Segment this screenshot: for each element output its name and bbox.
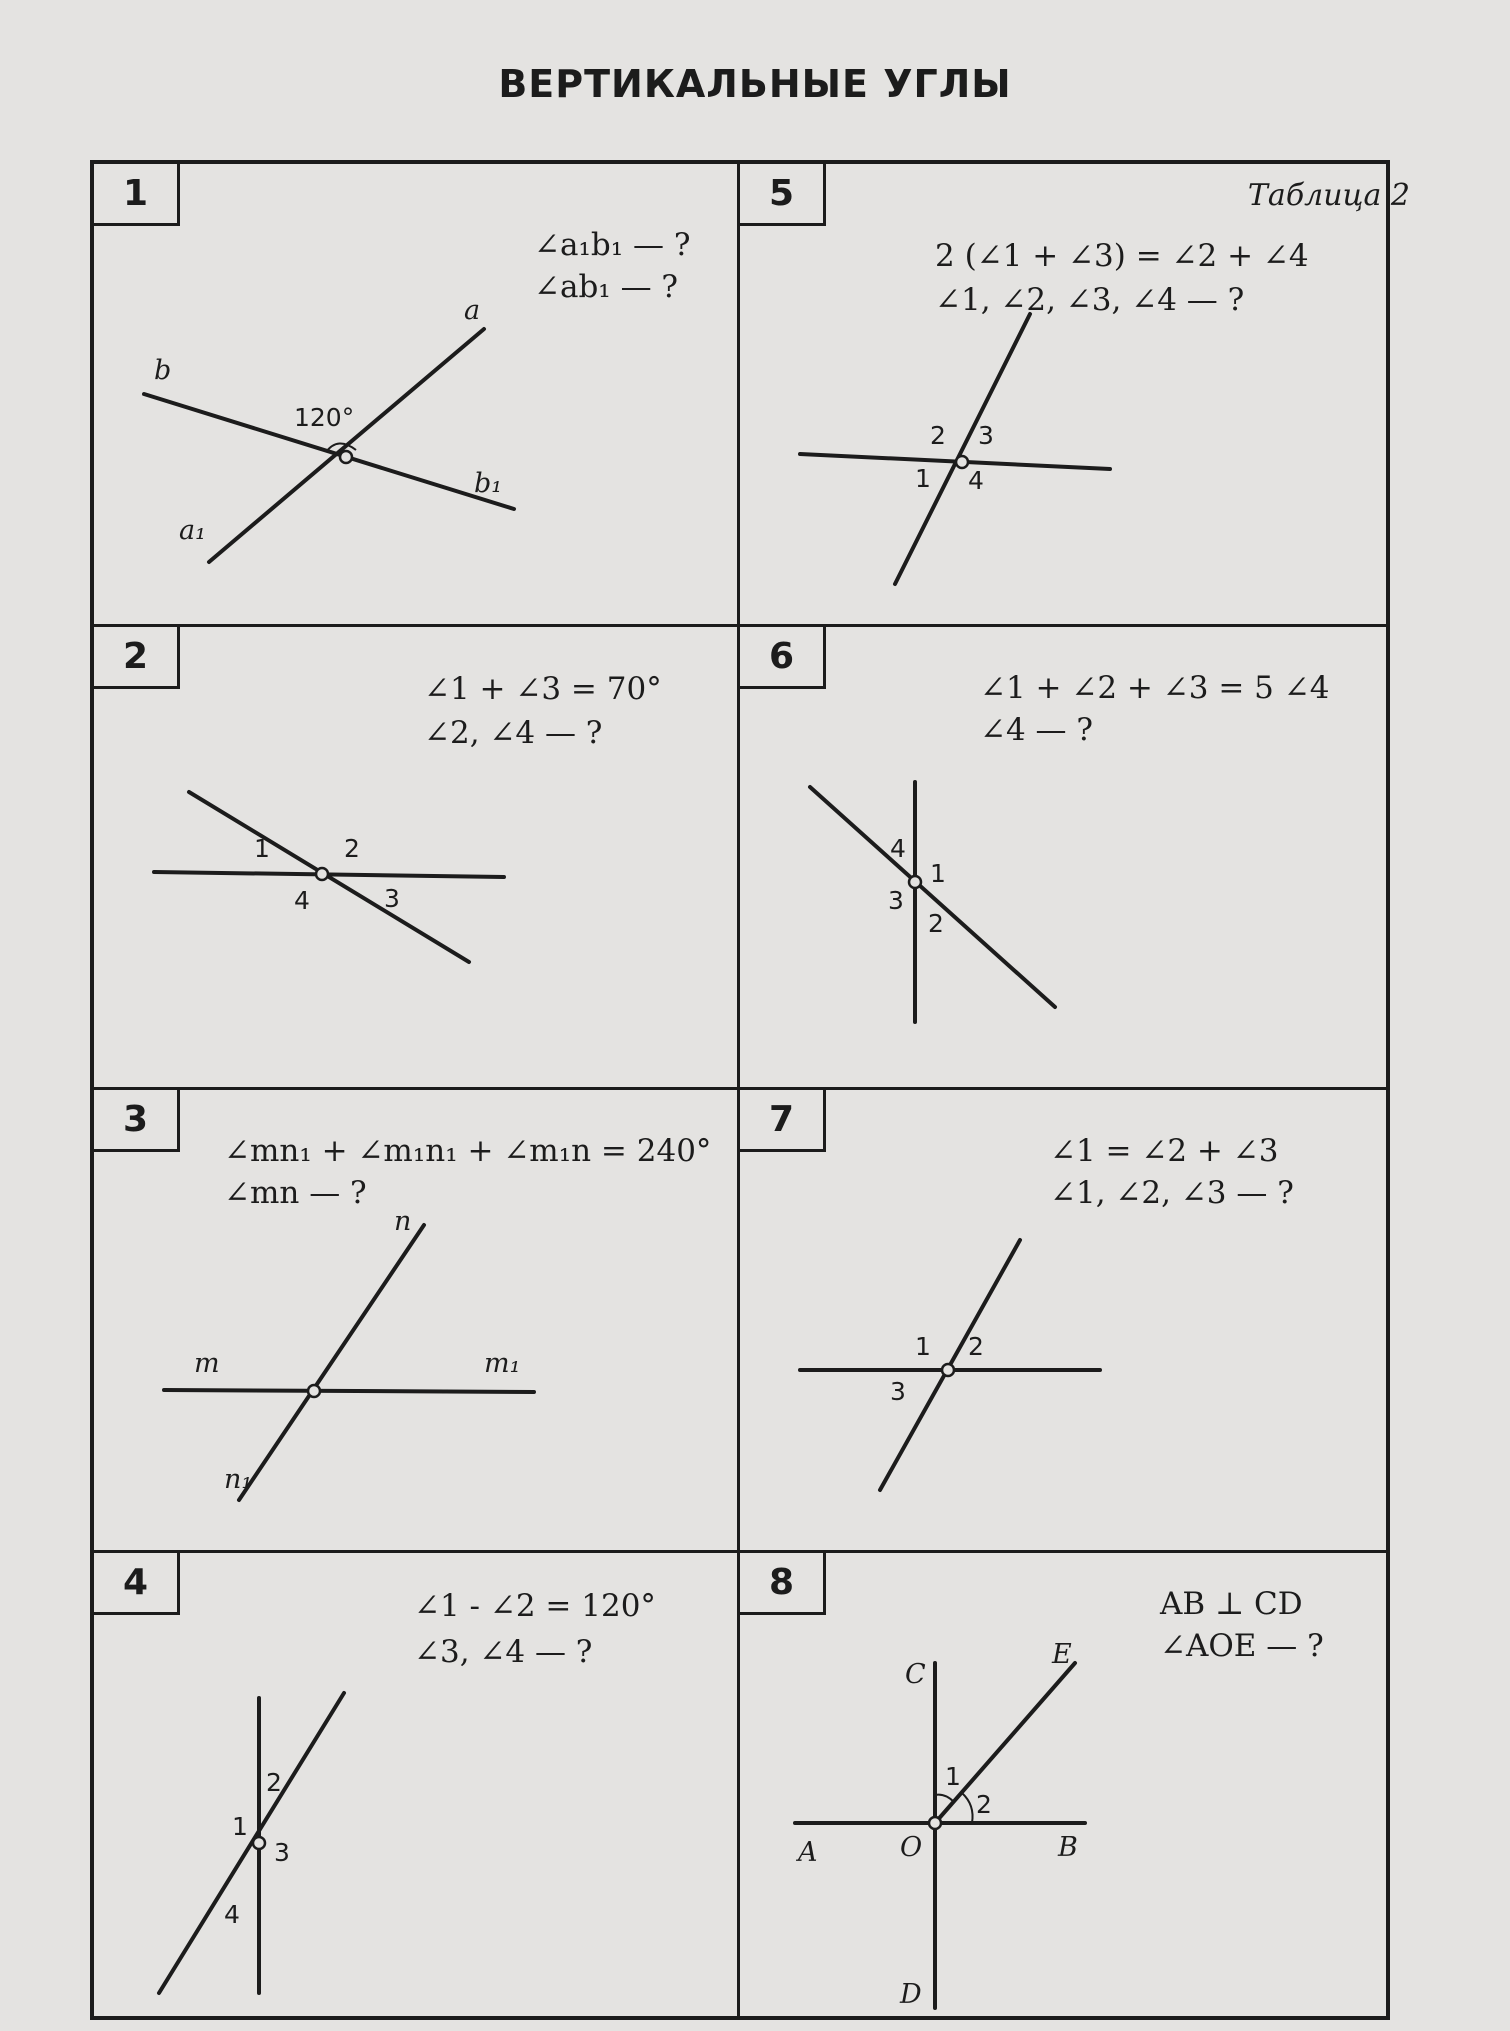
label-angle-2: 2 [930,421,946,450]
intersection-point [253,1837,265,1849]
intersection-point [909,876,921,888]
condition-line: ∠4 — ? [980,712,1094,748]
label-b1: b₁ [474,468,503,499]
task-number: 8 [740,1553,826,1615]
ray-OE [935,1663,1075,1823]
label-angle-3: 3 [978,421,994,450]
label-angle-3: 3 [890,1377,906,1406]
condition-line: ∠a₁b₁ — ? [534,227,691,263]
label-angle-4: 4 [224,1900,240,1929]
label-angle-3: 3 [274,1838,290,1867]
label-n1: n₁ [224,1464,253,1495]
intersection-point [316,868,328,880]
figure-intersecting-lines [94,164,740,627]
condition-line: ∠mn₁ + ∠m₁n₁ + ∠m₁n = 240° [224,1133,712,1169]
line-slanted [895,314,1030,584]
label-angle-4: 4 [890,834,906,863]
task-number: 3 [94,1090,180,1152]
condition-line: ∠1 = ∠2 + ∠3 [1050,1133,1279,1169]
condition-line: ∠mn — ? [224,1175,367,1211]
label-m: m [194,1348,220,1379]
label-angle-2: 2 [976,1790,992,1819]
label-a1: a₁ [179,515,206,546]
task-4 [94,1553,740,2016]
label-angle-1: 1 [232,1812,248,1841]
condition-line: ∠1, ∠2, ∠3, ∠4 — ? [935,282,1245,318]
label-angle-2: 2 [928,909,944,938]
task-2 [94,627,740,1090]
figure-intersecting-lines [94,627,740,1090]
angle-arc-1 [935,1795,954,1802]
label-C: C [905,1659,926,1690]
task-7 [740,1090,1386,1553]
condition-line: ∠AOE — ? [1160,1628,1324,1664]
condition-line: AB ⊥ CD [1160,1586,1303,1622]
task-number: 4 [94,1553,180,1615]
label-angle-4: 4 [968,466,984,495]
task-number: 6 [740,627,826,689]
task-1 [94,164,740,627]
figure-perpendicular-lines [740,1553,1386,2016]
intersection-point [942,1364,954,1376]
condition-line: ∠ab₁ — ? [534,269,679,305]
intersection-point [340,451,352,463]
intersection-point [308,1385,320,1397]
line-n [239,1225,424,1500]
task-5 [740,164,1386,627]
intersection-point-O [929,1817,941,1829]
label-angle-4: 4 [294,886,310,915]
label-m1: m₁ [484,1348,521,1379]
angle-arc-2 [962,1793,973,1823]
label-angle-1: 1 [254,834,270,863]
label-angle-2: 2 [968,1332,984,1361]
label-n: n [394,1206,412,1237]
label-angle-1: 1 [915,1332,931,1361]
figure-intersecting-lines [94,1090,740,1553]
label-angle-1: 1 [930,859,946,888]
label-angle-3: 3 [384,884,400,913]
intersection-point [956,456,968,468]
label-A: A [798,1837,818,1868]
task-number: 5 [740,164,826,226]
tasks-grid [90,160,1390,2020]
label-angle-2: 2 [266,1768,282,1797]
condition-line: ∠1 - ∠2 = 120° [414,1588,656,1624]
line-slanted [810,787,1055,1007]
label-O: O [900,1832,923,1863]
table-label: Таблица 2 [1247,178,1410,213]
label-D: D [900,1979,922,2010]
label-E: E [1052,1639,1072,1670]
label-a: a [464,295,481,326]
task-number: 2 [94,627,180,689]
label-angle-1: 1 [945,1762,961,1791]
page-title: ВЕРТИКАЛЬНЫЕ УГЛЫ [498,62,1012,106]
figure-intersecting-lines [740,1090,1386,1553]
task-number: 1 [94,164,180,226]
line-slanted [159,1693,344,1993]
line-m [164,1390,534,1392]
condition-line: ∠3, ∠4 — ? [414,1634,593,1670]
task-8 [740,1553,1386,2016]
label-angle-120: 120° [294,403,355,432]
task-number: 7 [740,1090,826,1152]
label-B: B [1058,1832,1078,1863]
figure-intersecting-lines [740,627,1386,1090]
figure-intersecting-lines [94,1553,740,2016]
label-angle-3: 3 [888,886,904,915]
condition-line: ∠1, ∠2, ∠3 — ? [1050,1175,1294,1211]
task-3 [94,1090,740,1553]
label-angle-2: 2 [344,834,360,863]
condition-line: ∠1 + ∠3 = 70° [424,671,662,707]
label-b: b [154,355,172,386]
figure-intersecting-lines [740,164,1386,627]
label-angle-1: 1 [915,464,931,493]
condition-line: ∠2, ∠4 — ? [424,715,603,751]
condition-line: ∠1 + ∠2 + ∠3 = 5 ∠4 [980,670,1330,706]
task-6 [740,627,1386,1090]
condition-line: 2 (∠1 + ∠3) = ∠2 + ∠4 [935,238,1309,274]
